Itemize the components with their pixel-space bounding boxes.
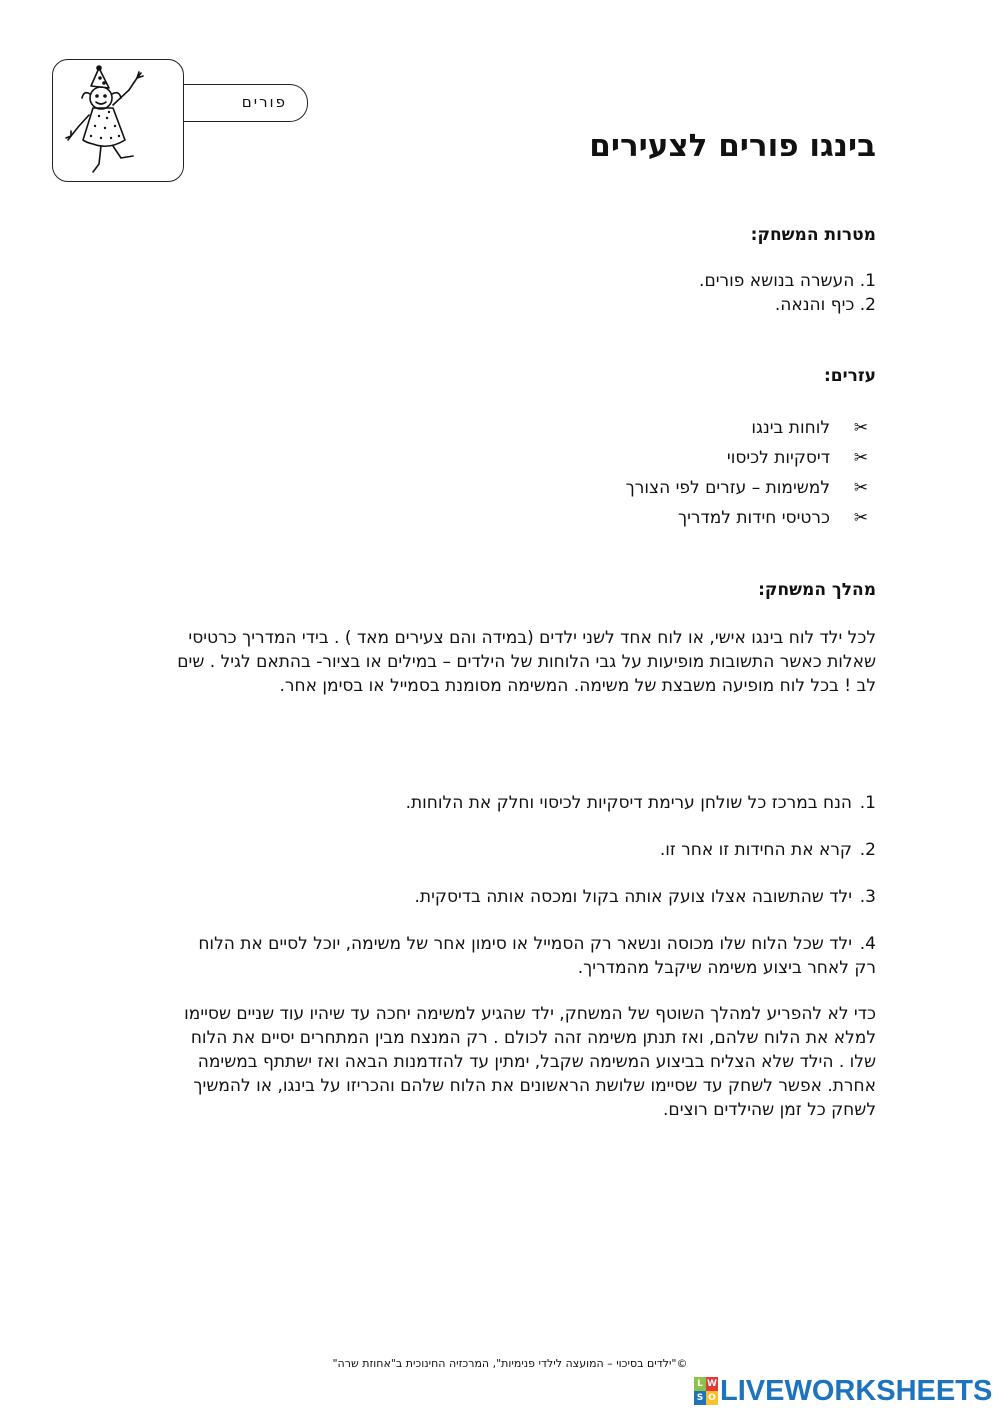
step-text: הנח במרכז כל שולחן ערימת דיסקיות לכיסוי וחלק את הלוחות.	[405, 793, 852, 813]
goals-heading: מטרות המשחק:	[750, 225, 876, 245]
procedure-step	[176, 932, 876, 980]
step-text: קרא את החידות זו אחר זו.	[659, 840, 852, 860]
material-item	[110, 508, 870, 528]
material-item-label: דיסקיות לכיסוי	[726, 448, 830, 468]
procedure-closing: כדי לא להפריע למהלך השוטף של המשחק, ילד שהגיע למשימה יחכה עד שיהיו עוד שניים שסיימו למלא את הלוח שלהם, ואז תנתן משימה זהה לכולם . רק המנצח מבין המתחרים יסיים את הלוח שלו . הילד שלא הצליח בביצוע המשימה שקבל, ימתין עד להזדמנות הבאה ואז ישתתף במשימה אחרת. אפשר לשחק עד שסיימו שלושת הראשונים את הלוח שלהם והכריזו על בינגו, או להמשיך לשחק כל זמן שהילדים רוצים.	[184, 1004, 876, 1120]
material-item	[110, 478, 870, 498]
goal-item-1: 1. העשרה בנושא פורים.	[699, 271, 876, 291]
logo-tile: O	[706, 1391, 718, 1405]
procedure-intro: לכל ילד לוח בינגו אישי, או לוח אחד לשני ילדים (במידה והם צעירים מאד ) . בידי המדריך כרטיסי שאלות כאשר התשובות מופיעות על גבי הלוחות של הילדים – במילים או בציור- בהתאם לגיל . שים לב ! בכל לוח מופיעה משבצת של משימה. המשימה מסומנת בסמייל או בסימן אחר.	[177, 628, 876, 696]
step-number: 4.	[859, 934, 876, 954]
step-number: 2.	[859, 840, 876, 860]
material-item	[110, 418, 870, 438]
illustration-frame	[52, 59, 184, 182]
step-number: 3.	[859, 887, 876, 907]
purim-clown-girl-illustration	[53, 60, 183, 181]
liveworksheets-wordmark: LIVEWORKSHEETS	[720, 1374, 993, 1407]
step-number: 1.	[859, 793, 876, 813]
logo-tile: S	[694, 1391, 706, 1405]
scissors-icon: ✂	[853, 478, 869, 498]
material-item-label: כרטיסי חידות למדריך	[677, 508, 830, 528]
material-item	[110, 448, 870, 468]
scissors-icon: ✂	[853, 448, 869, 468]
procedure-heading: מהלך המשחק:	[758, 580, 876, 600]
copyright-note: ©"ילדים בסיכוי – המועצה לילדי פנימיות", המרכזיה החינוכית ב"אחוזת שרה"	[332, 1357, 688, 1370]
material-item-label: לוחות בינגו	[751, 418, 830, 438]
page-title: בינגו פורים לצעירים	[589, 128, 876, 164]
liveworksheets-logo[interactable]	[694, 1375, 994, 1407]
scissors-icon: ✂	[853, 418, 869, 438]
procedure-step	[176, 791, 876, 815]
procedure-step	[176, 838, 876, 862]
logo-tile: L	[694, 1377, 706, 1391]
material-item-label: למשימות – עזרים לפי הצורך	[625, 478, 830, 498]
procedure-step	[176, 885, 876, 909]
topic-tab-label: פורים	[241, 93, 287, 111]
scissors-icon: ✂	[853, 508, 869, 528]
step-text: ילד שכל הלוח שלו מכוסה ונשאר רק הסמייל או סימון אחר של משימה, יוכל לסיים את הלוח רק לאחר ביצוע משימה שיקבל מהמדריך.	[198, 934, 876, 978]
goal-item-2: 2. כיף והנאה.	[774, 295, 876, 315]
materials-heading: עזרים:	[823, 366, 876, 386]
logo-tile: W	[707, 1379, 717, 1389]
liveworksheets-icon	[694, 1377, 718, 1405]
step-text: ילד שהתשובה אצלו צועק אותה בקול ומכסה אותה בדיסקית.	[414, 887, 852, 907]
